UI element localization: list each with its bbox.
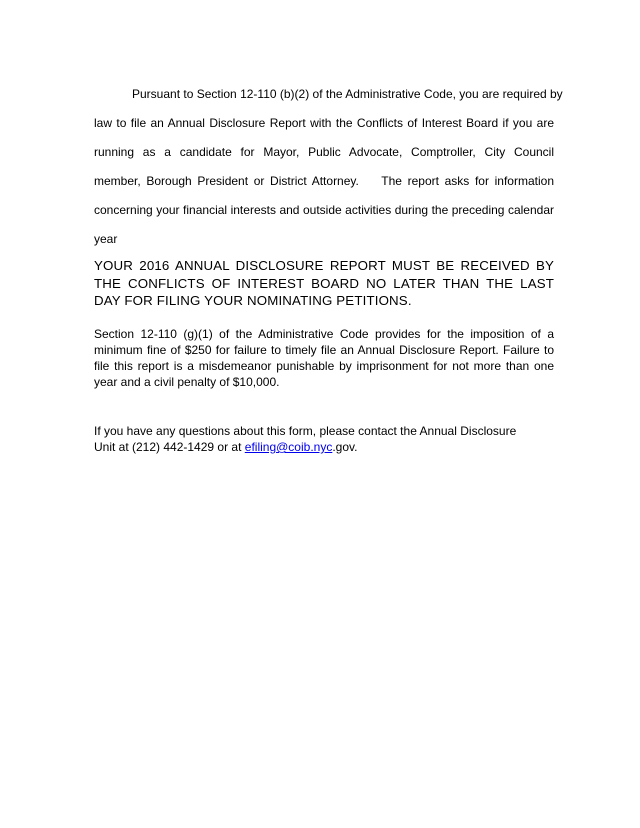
paragraph-1-line-1: Pursuant to Section 12-110 (b)(2) of the Administrative Code, you are required by xyxy=(132,87,563,101)
paragraph-1-line-3: running as a candidate for Mayor, Public Advocate, Comptroller, City Council xyxy=(94,145,554,159)
penalty-paragraph: Section 12-110 (g)(1) of the Administrative Code provides for the imposition of a minimum fine of $250 for failure to timely file an Annual Disclosure Report. Failure to file this report is a misdemeanor punishable by imprisonment for not more than one year and a civil penalty of $10,000. xyxy=(94,327,554,389)
paragraph-1-line-5: concerning your financial interests and outside activities during the preceding calendar xyxy=(94,203,554,217)
email-link[interactable]: efiling@coib.nyc xyxy=(244,440,333,454)
deadline-notice: YOUR 2016 ANNUAL DISCLOSURE REPORT MUST BE RECEIVED BY THE CONFLICTS OF INTEREST BOARD NO LATER THAN THE LAST DAY FOR FILING YOUR NOMINATING PETITIONS. xyxy=(94,258,554,308)
contact-line-1: If you have any questions about this form, please contact the Annual Disclosure xyxy=(94,424,517,438)
paragraph-1-line-4: member, Borough President or District Attorney. The report asks for information xyxy=(94,174,554,188)
paragraph-1-line-2: law to file an Annual Disclosure Report with the Conflicts of Interest Board if you are xyxy=(94,116,554,130)
contact-paragraph xyxy=(94,423,554,455)
contact-domain-suffix: .gov. xyxy=(332,440,358,454)
paragraph-1-line-6: year xyxy=(94,232,118,246)
contact-phone-text: Unit at (212) 442-1429 or at xyxy=(94,440,245,454)
contact-line-2 xyxy=(94,439,554,455)
